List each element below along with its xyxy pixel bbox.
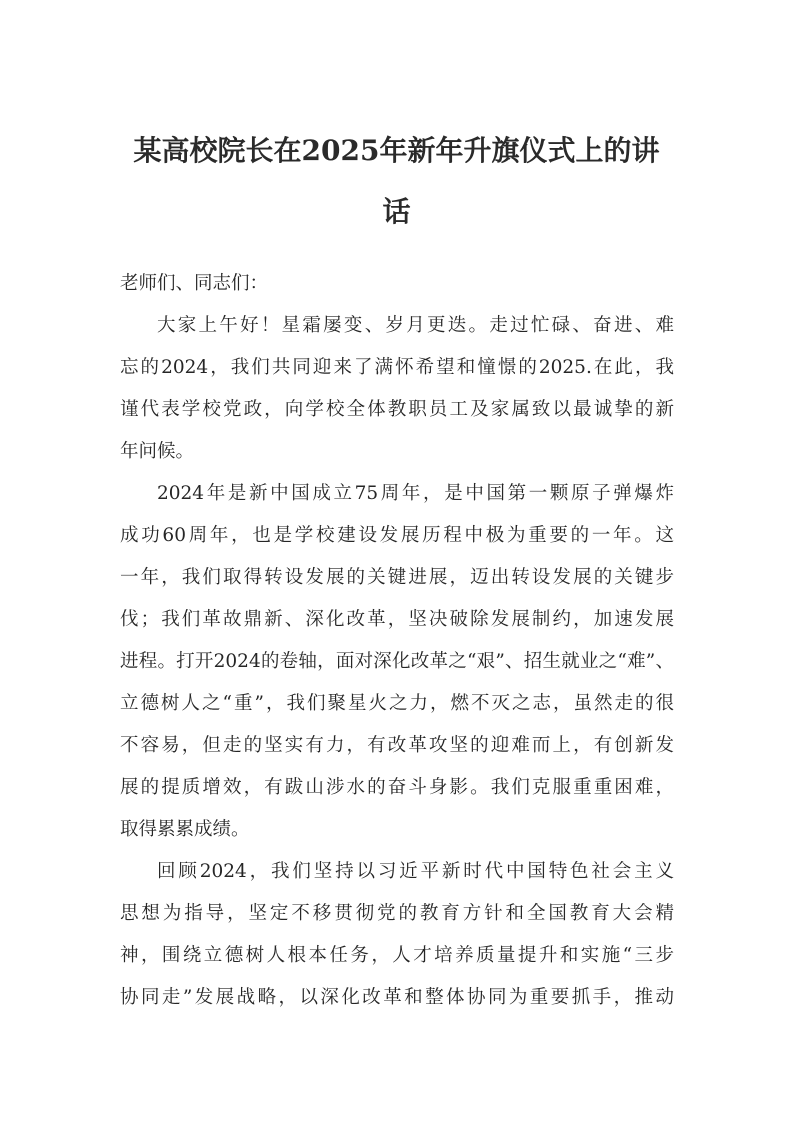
paragraph-line: 不容易，但走的坚实有力，有改革攻坚的迎难而上，有创新发: [120, 735, 674, 756]
paragraph-line: 成功60周年，也是学校建设发展历程中极为重要的一年。这: [120, 525, 674, 546]
paragraph-line: 大家上午好！星霜屡变、岁月更迭。走过忙碌、奋进、难: [157, 315, 674, 336]
paragraph-line: 忘的2024，我们共同迎来了满怀希望和憧憬的2025.在此，我: [120, 357, 674, 378]
salutation: 老师们、同志们：: [120, 273, 269, 294]
paragraph-line: 协同走”发展战略，以深化改革和整体协同为重要抓手，推动: [120, 987, 674, 1008]
paragraph-line: 神，围绕立德树人根本任务，人才培养质量提升和实施“三步: [120, 945, 674, 966]
document-title-line-2: 话: [382, 195, 411, 228]
paragraph-line: 进程。打开2024的卷轴，面对深化改革之“艰”、招生就业之“难”、: [120, 651, 674, 672]
paragraph-line: 一年，我们取得转设发展的关键进展，迈出转设发展的关键步: [120, 567, 674, 588]
paragraph-line: 伐；我们革故鼎新、深化改革，坚决破除发展制约，加速发展: [120, 609, 674, 630]
paragraph-line: 立德树人之“重”，我们聚星火之力，燃不灭之志，虽然走的很: [120, 693, 674, 714]
paragraph-line: 回顾2024，我们坚持以习近平新时代中国特色社会主义: [157, 861, 674, 882]
paragraph-line: 年问候。: [120, 441, 195, 462]
paragraph-line: 思想为指导，坚定不移贯彻党的教育方针和全国教育大会精: [120, 903, 674, 924]
document-title-line-1: 某高校院长在2025年新年升旗仪式上的讲: [133, 134, 660, 167]
paragraph-line: 展的提质增效，有跋山涉水的奋斗身影。我们克服重重困难，: [120, 777, 674, 798]
paragraph-line: 谨代表学校党政，向学校全体教职员工及家属致以最诚挚的新: [120, 399, 674, 420]
paragraph-line: 取得累累成绩。: [120, 819, 250, 840]
paragraph-line: 2024年是新中国成立75周年，是中国第一颗原子弹爆炸: [157, 483, 674, 504]
